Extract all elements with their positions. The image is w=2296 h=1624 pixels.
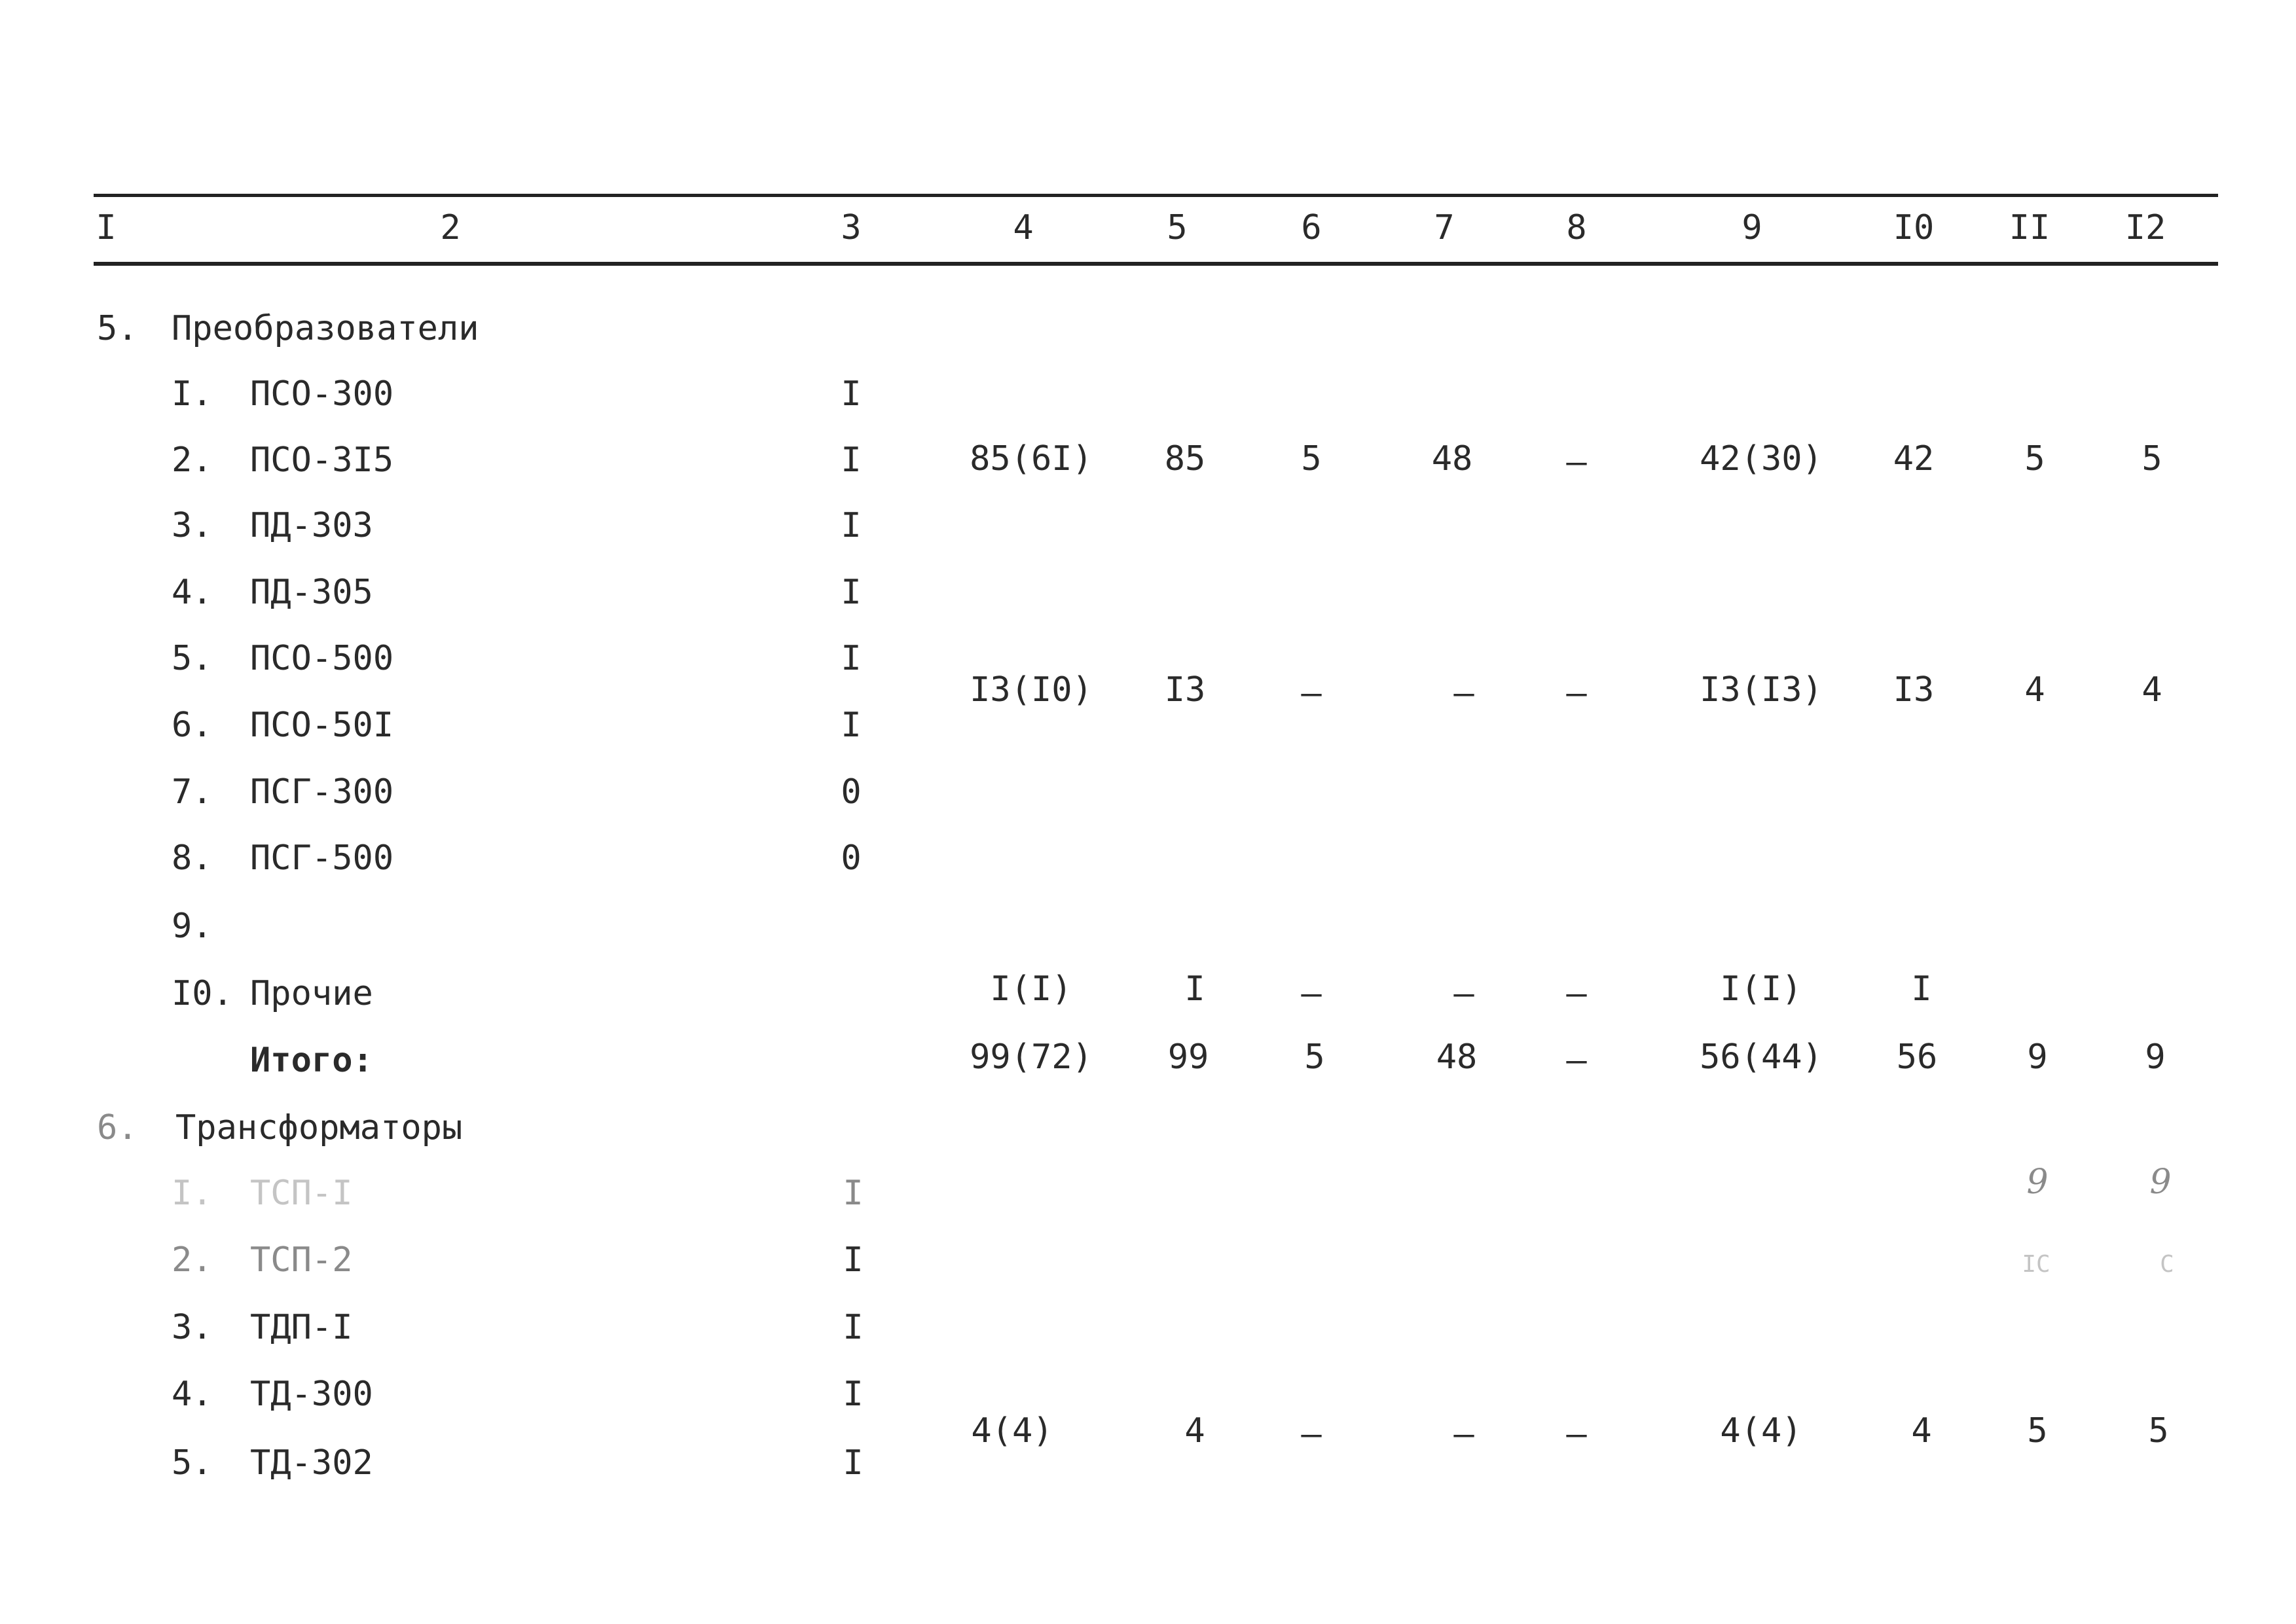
value-col4: I3(I0)	[970, 670, 1093, 710]
header-col-8: 8	[1566, 208, 1587, 247]
header-col-5: 5	[1167, 208, 1188, 247]
item-name: ПД-305	[250, 573, 373, 612]
header-col-10: I0	[1893, 208, 1935, 247]
item-name: ПСО-3I5	[250, 441, 394, 480]
header-col-7: 7	[1434, 208, 1455, 247]
section-title: Трансформаторы	[175, 1108, 463, 1147]
value-col8: –	[1566, 1041, 1587, 1080]
section-title: Преобразователи	[172, 309, 479, 348]
value-col5: I	[1184, 969, 1205, 1009]
total-label: Итого:	[250, 1041, 373, 1080]
item-number: 8.	[172, 839, 213, 878]
value-col12: 4	[2141, 670, 2162, 710]
value-col5: 85	[1164, 439, 1206, 478]
item-name: ТСП-2	[250, 1240, 353, 1280]
value-col12: 9	[2149, 1163, 2172, 1202]
item-number: 5.	[172, 1443, 213, 1483]
value-col12: C	[2160, 1251, 2174, 1278]
value-col8: –	[1566, 674, 1587, 713]
header-col-3: 3	[841, 208, 862, 247]
header-col-9: 9	[1741, 208, 1762, 247]
value-col10: 4	[1911, 1411, 1932, 1451]
value-col4: I(I)	[990, 969, 1072, 1009]
value-col9: 42(30)	[1700, 439, 1823, 478]
value-col11: 9	[2026, 1163, 2049, 1202]
item-name: ТДП-I	[250, 1308, 353, 1347]
value-col10: 56	[1896, 1038, 1938, 1077]
value-col9: I3(I3)	[1700, 670, 1823, 710]
item-col3: I	[843, 1174, 864, 1213]
value-col6: 5	[1304, 1038, 1325, 1077]
value-col12: 9	[2145, 1038, 2166, 1077]
section-number: 6.	[97, 1108, 138, 1147]
item-number: 7.	[172, 772, 213, 812]
item-number: 5.	[172, 639, 213, 678]
value-col7: 48	[1436, 1038, 1478, 1077]
value-col6: 5	[1301, 439, 1322, 478]
value-col4: 99(72)	[970, 1038, 1093, 1077]
value-col11: 4	[2024, 670, 2045, 710]
value-col9: 4(4)	[1720, 1411, 1802, 1451]
item-col3: I	[841, 706, 862, 745]
value-col6: –	[1301, 974, 1322, 1013]
item-name: ПСО-500	[250, 639, 394, 678]
item-number: I.	[172, 1174, 213, 1213]
item-col3: I	[843, 1375, 864, 1414]
value-col8: –	[1566, 974, 1587, 1013]
item-col3: I	[843, 1308, 864, 1347]
value-col12: 5	[2141, 439, 2162, 478]
value-col10: I3	[1893, 670, 1935, 710]
value-col4: 85(6I)	[970, 439, 1093, 478]
value-col5: I3	[1164, 670, 1206, 710]
item-name: ПСО-300	[250, 374, 394, 414]
header-col-1: I	[96, 208, 117, 247]
item-name: Прочие	[250, 974, 373, 1013]
value-col7: 48	[1431, 439, 1473, 478]
item-name: ТД-300	[250, 1375, 373, 1414]
item-name: ПСГ-500	[250, 839, 394, 878]
value-col8: –	[1566, 442, 1587, 482]
value-col11: 5	[2024, 439, 2045, 478]
section-number: 5.	[97, 309, 138, 348]
item-name: ПСГ-300	[250, 772, 394, 812]
item-col3: 0	[841, 839, 862, 878]
item-name: ТД-302	[250, 1443, 373, 1483]
item-col3: I	[843, 1240, 864, 1280]
value-col10: I	[1911, 969, 1932, 1009]
value-col9: I(I)	[1720, 969, 1802, 1009]
header-col-11: II	[2009, 208, 2050, 247]
item-number: 3.	[172, 1308, 213, 1347]
item-number: 6.	[172, 706, 213, 745]
value-col7: –	[1453, 974, 1474, 1013]
value-col5: 4	[1184, 1411, 1205, 1451]
item-number: 2.	[172, 1240, 213, 1280]
item-name: ТСП-I	[250, 1174, 353, 1213]
item-col3: I	[843, 1443, 864, 1483]
header-col-12: I2	[2124, 208, 2166, 247]
value-col11: 5	[2027, 1411, 2048, 1451]
header-col-4: 4	[1013, 208, 1034, 247]
header-top-rule	[94, 194, 2218, 197]
item-name: ПСО-50I	[250, 706, 394, 745]
value-col10: 42	[1893, 439, 1935, 478]
value-col8: –	[1566, 1415, 1587, 1454]
value-col5: 99	[1167, 1038, 1209, 1077]
item-name: ПД-303	[250, 506, 373, 545]
item-number: 9.	[172, 907, 213, 946]
value-col4: 4(4)	[971, 1411, 1053, 1451]
item-col3: I	[841, 573, 862, 612]
item-number: I0.	[172, 974, 233, 1013]
value-col11: 9	[2027, 1038, 2048, 1077]
item-number: 3.	[172, 506, 213, 545]
value-col6: –	[1301, 674, 1322, 713]
item-col3: I	[841, 441, 862, 480]
item-number: 4.	[172, 1375, 213, 1414]
header-col-6: 6	[1301, 208, 1322, 247]
item-col3: I	[841, 639, 862, 678]
value-col6: –	[1301, 1415, 1322, 1454]
item-col3: I	[841, 506, 862, 545]
header-bottom-rule	[94, 262, 2218, 266]
value-col9: 56(44)	[1700, 1038, 1823, 1077]
value-col11: IC	[2022, 1251, 2050, 1278]
value-col7: –	[1453, 674, 1474, 713]
item-col3: 0	[841, 772, 862, 812]
item-number: 4.	[172, 573, 213, 612]
item-col3: I	[841, 374, 862, 414]
value-col12: 5	[2148, 1411, 2169, 1451]
item-number: 2.	[172, 441, 213, 480]
value-col7: –	[1453, 1415, 1474, 1454]
header-col-2: 2	[440, 208, 461, 247]
item-number: I.	[172, 374, 213, 414]
